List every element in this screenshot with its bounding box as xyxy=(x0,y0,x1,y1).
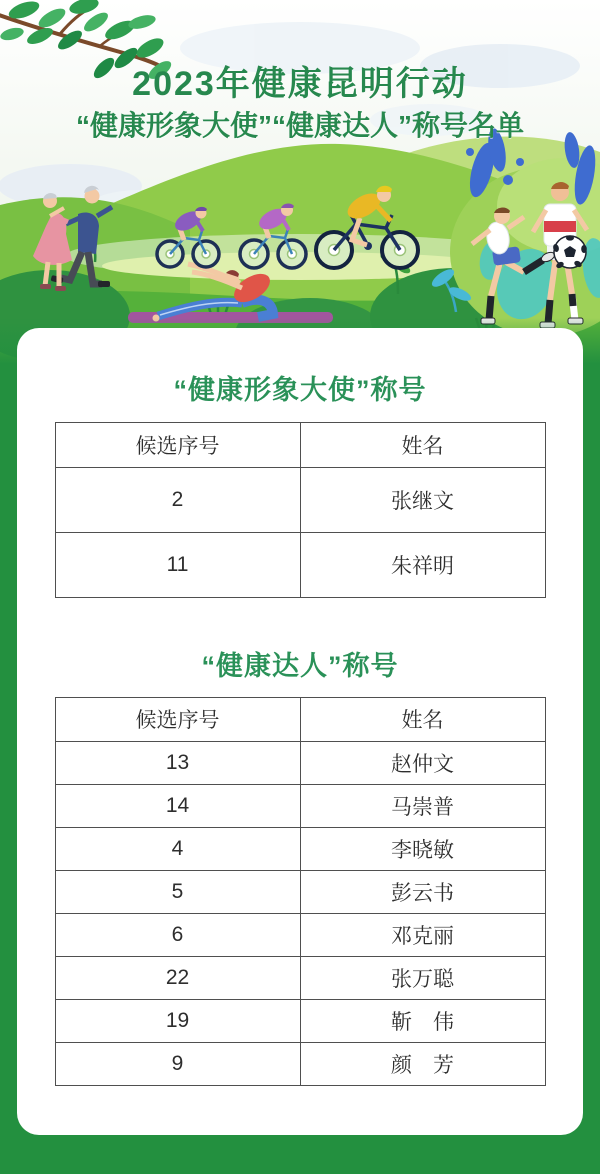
table-cell: 11 xyxy=(55,533,300,598)
table-cell: 彭云书 xyxy=(300,870,545,913)
table-cell: 张万聪 xyxy=(300,956,545,999)
table-row xyxy=(55,741,545,784)
table-cell: 邓克丽 xyxy=(300,913,545,956)
table-row xyxy=(55,468,545,533)
table-cell: 朱祥明 xyxy=(300,533,545,598)
table-row xyxy=(55,784,545,827)
table-row xyxy=(55,999,545,1042)
content-card xyxy=(17,328,583,1135)
header-row xyxy=(55,697,545,741)
table-cell: 李晓敏 xyxy=(300,827,545,870)
hero-illustration xyxy=(0,0,600,372)
column-header: 姓名 xyxy=(300,423,545,468)
title-line-1: 2023年健康昆明行动 xyxy=(132,65,468,103)
table-cell: 22 xyxy=(55,956,300,999)
ambassador-table xyxy=(55,422,546,598)
table-cell: 颜 芳 xyxy=(300,1042,545,1085)
table-cell: 4 xyxy=(55,827,300,870)
column-header: 候选序号 xyxy=(55,423,300,468)
table-cell: 靳 伟 xyxy=(300,999,545,1042)
table-cell: 14 xyxy=(55,784,300,827)
table-row xyxy=(55,1042,545,1085)
section-title-ambassador: “健康形象大使”称号 xyxy=(173,375,427,405)
table-cell: 张继文 xyxy=(300,468,545,533)
table-cell: 2 xyxy=(55,468,300,533)
table-cell: 6 xyxy=(55,913,300,956)
table-row xyxy=(55,913,545,956)
column-header: 候选序号 xyxy=(55,697,300,741)
talent-table xyxy=(55,697,546,1086)
table-row xyxy=(55,827,545,870)
table-cell: 19 xyxy=(55,999,300,1042)
section-title-talent: “健康达人”称号 xyxy=(201,651,399,682)
column-header: 姓名 xyxy=(300,697,545,741)
page-title xyxy=(0,66,600,143)
table-cell: 5 xyxy=(55,870,300,913)
title-line-2: “健康形象大使”“健康达人”称号名单 xyxy=(75,110,524,142)
table-row xyxy=(55,533,545,598)
table-cell: 马崇普 xyxy=(300,784,545,827)
hero xyxy=(0,0,600,372)
table-cell: 13 xyxy=(55,741,300,784)
table-cell: 9 xyxy=(55,1042,300,1085)
header-row xyxy=(55,423,545,468)
table-cell: 赵仲文 xyxy=(300,741,545,784)
table-row xyxy=(55,870,545,913)
table-row xyxy=(55,956,545,999)
